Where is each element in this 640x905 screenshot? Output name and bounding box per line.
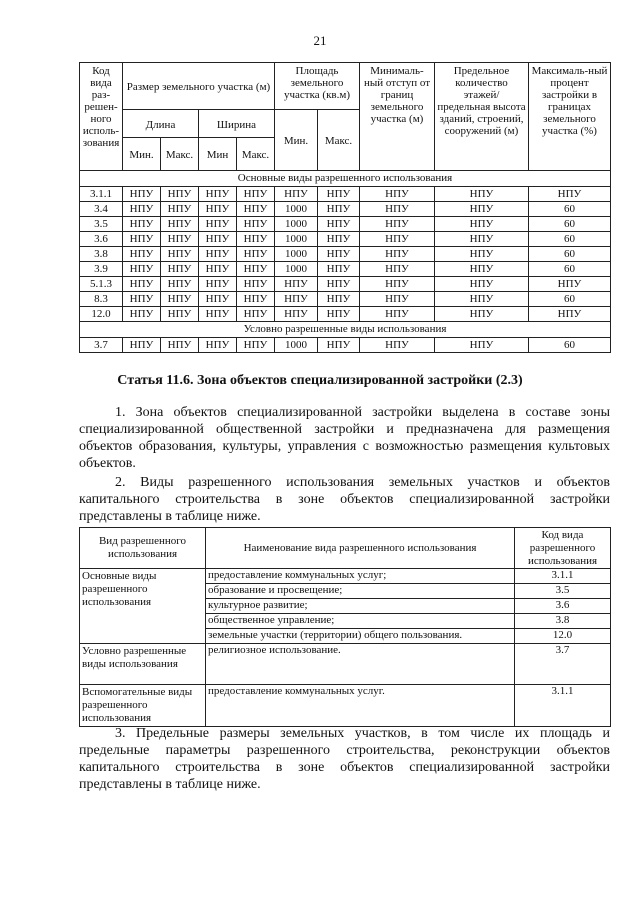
use-row [80,685,611,727]
header-offset: Минималь-ный отступ от границ земельного участка (м) [360,63,435,171]
section-title: Условно разрешенные виды использования [80,322,611,338]
use-row [80,569,611,584]
table-row [80,292,611,307]
header-width-max: Макс. [237,138,275,171]
value-cell: НПУ [360,262,435,277]
permitted-uses-table [79,527,611,727]
use-code: 3.7 [515,644,611,685]
parameters-table [79,62,611,353]
value-cell: НПУ [318,217,360,232]
code-cell: 3.9 [80,262,123,277]
value-cell: НПУ [435,217,529,232]
header-length-max: Макс. [161,138,199,171]
value-cell: НПУ [123,202,161,217]
value-cell: 60 [529,217,611,232]
header-code: Код вида раз-решен-ного исполь-зования [80,63,123,171]
value-cell: НПУ [123,217,161,232]
value-cell: НПУ [318,202,360,217]
value-cell: НПУ [123,277,161,292]
value-cell: НПУ [529,307,611,322]
value-cell: НПУ [123,292,161,307]
use-category: Условно разрешенные виды использования [80,644,206,685]
value-cell: НПУ [360,217,435,232]
value-cell: НПУ [360,202,435,217]
value-cell: НПУ [199,277,237,292]
header-use-name: Наименование вида разрешенного использования [206,528,515,569]
value-cell: 1000 [275,202,318,217]
value-cell: НПУ [123,338,161,353]
value-cell: НПУ [318,307,360,322]
code-cell: 5.1.3 [80,277,123,292]
header-floors: Предельное количество этажей/ предельная высота зданий, строений, сооружений (м) [435,63,529,171]
header-use-code: Код вида разрешенного использования [515,528,611,569]
paragraph-3: 3. Предельные размеры земельных участков, в том числе их площадь и предельные параметры разрешенного строительства, реконструкции объектов капитального строительства в зоне объектов специализированной застройки представлены в таблице ниже. [79,726,610,792]
value-cell: НПУ [161,262,199,277]
header-area: Площадь земельного участка (кв.м) [275,63,360,110]
value-cell: НПУ [318,338,360,353]
header-use-type: Вид разрешенного использования [80,528,206,569]
value-cell: 60 [529,262,611,277]
table-row [80,262,611,277]
header-width: Ширина [199,110,275,138]
use-code: 3.8 [515,614,611,629]
value-cell: НПУ [360,277,435,292]
use-code: 3.1.1 [515,569,611,584]
use-name: предоставление коммунальных услуг; [206,569,515,584]
header-length: Длина [123,110,199,138]
value-cell: НПУ [199,247,237,262]
value-cell: НПУ [161,247,199,262]
use-code: 12.0 [515,629,611,644]
table-row [80,277,611,292]
value-cell: НПУ [275,277,318,292]
code-cell: 8.3 [80,292,123,307]
value-cell: НПУ [199,217,237,232]
value-cell: НПУ [318,247,360,262]
value-cell: НПУ [529,187,611,202]
value-cell: НПУ [237,338,275,353]
value-cell: НПУ [275,187,318,202]
value-cell: НПУ [435,277,529,292]
value-cell: НПУ [435,232,529,247]
value-cell: НПУ [237,277,275,292]
value-cell: НПУ [360,187,435,202]
code-cell: 3.6 [80,232,123,247]
code-cell: 3.4 [80,202,123,217]
parameters-table-body [80,171,611,353]
value-cell: НПУ [161,202,199,217]
value-cell: НПУ [237,307,275,322]
value-cell: НПУ [275,307,318,322]
table-row [80,232,611,247]
paragraph-1: 1. Зона объектов специализированной застройки выделена в составе зоны специализированной общественной застройки и предназначена для размещения объектов образования, культуры, управления с возможностью размещения культовых объектов. [79,405,610,471]
value-cell: НПУ [161,277,199,292]
value-cell: НПУ [435,202,529,217]
use-code: 3.5 [515,584,611,599]
value-cell: НПУ [237,187,275,202]
value-cell: НПУ [237,217,275,232]
value-cell: НПУ [435,338,529,353]
value-cell: НПУ [529,277,611,292]
use-name: образование и просвещение; [206,584,515,599]
value-cell: НПУ [161,338,199,353]
permitted-uses-table-header [80,528,611,569]
value-cell: НПУ [318,187,360,202]
use-name: земельные участки (территории) общего пользования. [206,629,515,644]
parameters-table-header [80,63,611,171]
value-cell: НПУ [123,232,161,247]
use-row [80,644,611,685]
value-cell: НПУ [199,292,237,307]
header-size: Размер земельного участка (м) [123,63,275,110]
use-category: Основные виды разрешенного использования [80,569,206,644]
table-row [80,307,611,322]
value-cell: НПУ [237,247,275,262]
use-code: 3.1.1 [515,685,611,727]
table-row [80,247,611,262]
use-name: религиозное использование. [206,644,515,685]
code-cell: 3.1.1 [80,187,123,202]
header-length-min: Мин. [123,138,161,171]
use-name: культурное развитие; [206,599,515,614]
value-cell: НПУ [435,307,529,322]
value-cell: 60 [529,338,611,353]
value-cell: НПУ [199,338,237,353]
value-cell: 60 [529,247,611,262]
value-cell: НПУ [360,292,435,307]
value-cell: НПУ [237,262,275,277]
value-cell: НПУ [237,232,275,247]
header-width-min: Мин [199,138,237,171]
value-cell: НПУ [435,187,529,202]
value-cell: НПУ [237,292,275,307]
use-name: общественное управление; [206,614,515,629]
value-cell: НПУ [123,187,161,202]
value-cell: 1000 [275,247,318,262]
value-cell: НПУ [360,232,435,247]
value-cell: НПУ [318,262,360,277]
value-cell: НПУ [161,217,199,232]
value-cell: НПУ [318,292,360,307]
table-row [80,338,611,353]
permitted-uses-table-body [80,569,611,727]
value-cell: НПУ [360,338,435,353]
value-cell: НПУ [435,262,529,277]
article-title: Статья 11.6. Зона объектов специализированной застройки (2.3) [117,373,523,388]
value-cell: 60 [529,232,611,247]
value-cell: НПУ [161,292,199,307]
value-cell: НПУ [123,307,161,322]
value-cell: НПУ [435,292,529,307]
value-cell: НПУ [318,232,360,247]
value-cell: 1000 [275,262,318,277]
code-cell: 3.5 [80,217,123,232]
code-cell: 3.8 [80,247,123,262]
code-cell: 12.0 [80,307,123,322]
table-row [80,187,611,202]
value-cell: НПУ [123,247,161,262]
value-cell: НПУ [199,202,237,217]
section-title: Основные виды разрешенного использования [80,171,611,187]
table-row [80,202,611,217]
paragraph-2: 2. Виды разрешенного использования земельных участков и объектов капитального строительства в зоне объектов специализированной застройки представлены в таблице ниже. [79,475,610,524]
use-category: Вспомогательные виды разрешенного использования [80,685,206,727]
use-name: предоставление коммунальных услуг. [206,685,515,727]
page-number: 21 [313,33,327,48]
header-area-min: Мин. [275,110,318,171]
value-cell: НПУ [275,292,318,307]
value-cell: НПУ [199,187,237,202]
value-cell: НПУ [199,262,237,277]
section-row [80,322,611,338]
value-cell: НПУ [435,247,529,262]
value-cell: НПУ [161,232,199,247]
value-cell: НПУ [199,232,237,247]
value-cell: НПУ [161,187,199,202]
value-cell: 1000 [275,232,318,247]
value-cell: 1000 [275,217,318,232]
code-cell: 3.7 [80,338,123,353]
value-cell: НПУ [199,307,237,322]
value-cell: 60 [529,202,611,217]
table-row [80,217,611,232]
value-cell: 60 [529,292,611,307]
value-cell: НПУ [360,247,435,262]
value-cell: НПУ [161,307,199,322]
value-cell: НПУ [237,202,275,217]
section-row [80,171,611,187]
header-coverage: Максималь-ный процент застройки в границах земельного участка (%) [529,63,611,171]
value-cell: НПУ [360,307,435,322]
header-area-max: Макс. [318,110,360,171]
value-cell: НПУ [318,277,360,292]
use-code: 3.6 [515,599,611,614]
value-cell: НПУ [123,262,161,277]
value-cell: 1000 [275,338,318,353]
